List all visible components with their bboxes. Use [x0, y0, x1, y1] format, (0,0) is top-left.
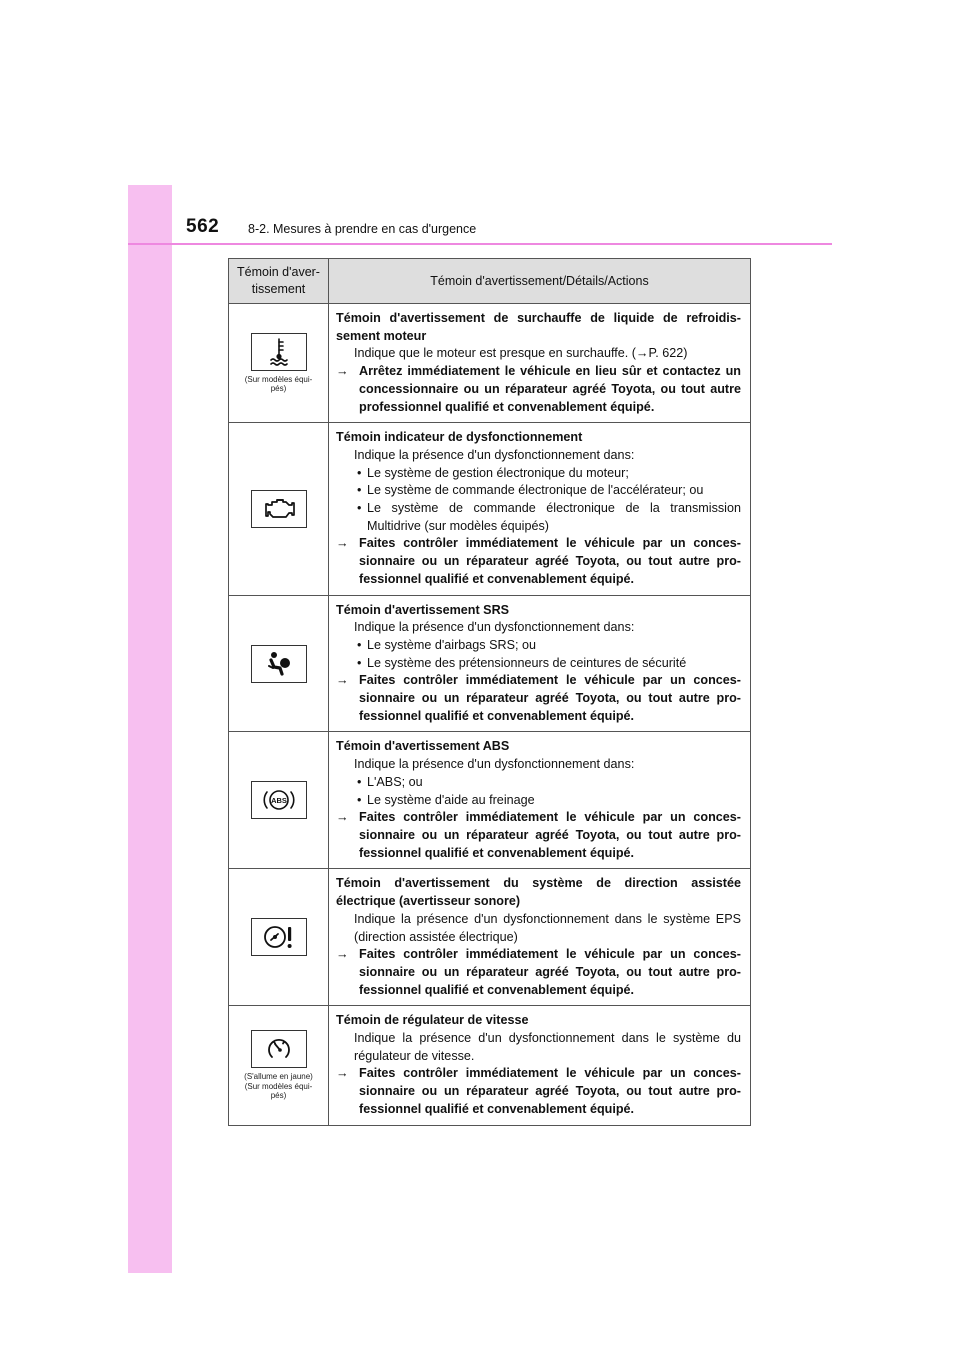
- warning-title: Témoin d'avertissement du système de direction assistée électrique (avertisseur sonore): [336, 876, 741, 909]
- description-cell: [329, 595, 751, 732]
- arrow-icon: →: [336, 947, 349, 962]
- table-header-row: [229, 259, 751, 304]
- abs-icon: [251, 781, 307, 819]
- arrow-icon: →: [336, 536, 349, 551]
- side-tab-band: [128, 185, 172, 1273]
- action-text: Faites contrôler immédiatement le véhicule par un conces-sionnaire ou un réparateur agréé Toyota, ou tout autre pro-fessionnel qualifié et convenablement équipé.: [359, 673, 741, 723]
- action-text: Faites contrôler immédiatement le véhicule par un conces-sionnaire ou un réparateur agréé Toyota, ou tout autre pro-fessionnel qualifié et convenablement équipé.: [359, 810, 741, 860]
- warning-text: Indique que le moteur est presque en surchauffe. (→P. 622): [354, 346, 688, 361]
- check-engine-icon: [251, 490, 307, 528]
- action-text: Faites contrôler immédiatement le véhicule par un conces-sionnaire ou un réparateur agréé Toyota, ou tout autre pro-fessionnel qualifié et convenablement équipé.: [359, 536, 741, 586]
- arrow-icon: →: [336, 364, 349, 379]
- icon-cell: [229, 595, 329, 732]
- abs-icon-label: ABS: [270, 796, 287, 806]
- list-item: • Le système des prétensionneurs de ceintures de sécurité: [336, 655, 741, 673]
- action-text: Faites contrôler immédiatement le véhicule par un conces-sionnaire ou un réparateur agréé Toyota, ou tout autre pro-fessionnel qualifié et convenablement équipé.: [359, 1066, 741, 1116]
- list-item: • L'ABS; ou: [336, 774, 741, 792]
- warning-action: [336, 1065, 741, 1118]
- bullet-list: [336, 637, 741, 672]
- airbag-srs-icon: [251, 645, 307, 683]
- icon-cell: [229, 423, 329, 595]
- table-row: [229, 423, 751, 595]
- icon-cell: [229, 304, 329, 423]
- column-header-icon: Témoin d'aver- tissement: [229, 259, 329, 304]
- page-number: 562: [186, 216, 220, 237]
- table-row: [229, 304, 751, 423]
- action-text: Faites contrôler immédiatement le véhicule par un conces-sionnaire ou un réparateur agréé Toyota, ou tout autre pro-fessionnel qualifié et convenablement équipé.: [359, 947, 741, 997]
- warning-lights-table: [228, 258, 751, 1126]
- warning-action: [336, 809, 741, 862]
- description-cell: [329, 423, 751, 595]
- cruise-control-icon: [251, 1030, 307, 1068]
- description-cell: [329, 869, 751, 1006]
- list-item: • Le système de gestion électronique du moteur;: [336, 465, 741, 483]
- list-item: • Le système d'aide au freinage: [336, 792, 741, 810]
- warning-text: Indique la présence d'un dysfonctionnement dans le système EPS (direction assistée électrique): [354, 911, 741, 944]
- list-item: • Le système de commande électronique de l'accélérateur; ou: [336, 482, 741, 500]
- table-row: [229, 869, 751, 1006]
- power-steering-icon: [251, 918, 307, 956]
- description-cell: [329, 732, 751, 869]
- bullet-list: [336, 465, 741, 536]
- warning-text: Indique la présence d'un dysfonctionnement dans:: [354, 447, 635, 462]
- icon-cell: [229, 1006, 329, 1125]
- warning-action: [336, 672, 741, 725]
- arrow-icon: →: [336, 673, 349, 688]
- arrow-icon: →: [336, 1066, 349, 1081]
- action-text: Arrêtez immédiatement le véhicule en lieu sûr et contactez un concessionnaire ou un réparateur agréé Toyota, ou tout autre professionnel qualifié et convenablement équipé.: [359, 364, 741, 414]
- warning-title: Témoin d'avertissement SRS: [336, 602, 510, 617]
- warning-title: Témoin de régulateur de vitesse: [336, 1013, 529, 1028]
- warning-text: Indique la présence d'un dysfonctionnement dans:: [354, 757, 635, 772]
- table-row: [229, 1006, 751, 1125]
- column-header-details: Témoin d'avertissement/Détails/Actions: [329, 259, 751, 304]
- table-row: [229, 732, 751, 869]
- icon-cell: [229, 869, 329, 1006]
- warning-action: [336, 363, 741, 416]
- list-item: • Le système d'airbags SRS; ou: [336, 637, 741, 655]
- warning-action: [336, 946, 741, 999]
- warning-title: Témoin d'avertissement ABS: [336, 739, 510, 754]
- coolant-temperature-icon: [251, 333, 307, 371]
- icon-note: (Sur modèles équi- pés): [244, 374, 313, 394]
- warning-title: Témoin d'avertissement de surchauffe de liquide de refroidis-sement moteur: [336, 311, 741, 343]
- icon-note: (S'allume en jaune) (Sur modèles équi- pés): [244, 1072, 313, 1101]
- warning-title: Témoin indicateur de dysfonctionnement: [336, 430, 583, 445]
- section-title: 8-2. Mesures à prendre en cas d'urgence: [248, 222, 477, 236]
- warning-action: [336, 535, 741, 588]
- warning-text: Indique la présence d'un dysfonctionnement dans le système du régulateur de vitesse.: [354, 1031, 741, 1063]
- icon-cell: [229, 732, 329, 869]
- header-rule: [128, 243, 832, 245]
- bullet-list: [336, 774, 741, 809]
- warning-text: Indique la présence d'un dysfonctionnement dans:: [354, 620, 635, 635]
- description-cell: [329, 1006, 751, 1125]
- description-cell: [329, 304, 751, 423]
- arrow-icon: →: [336, 810, 349, 825]
- table-row: [229, 595, 751, 732]
- list-item: • Le système de commande électronique de la transmission Multidrive (sur modèles équipés): [336, 500, 741, 535]
